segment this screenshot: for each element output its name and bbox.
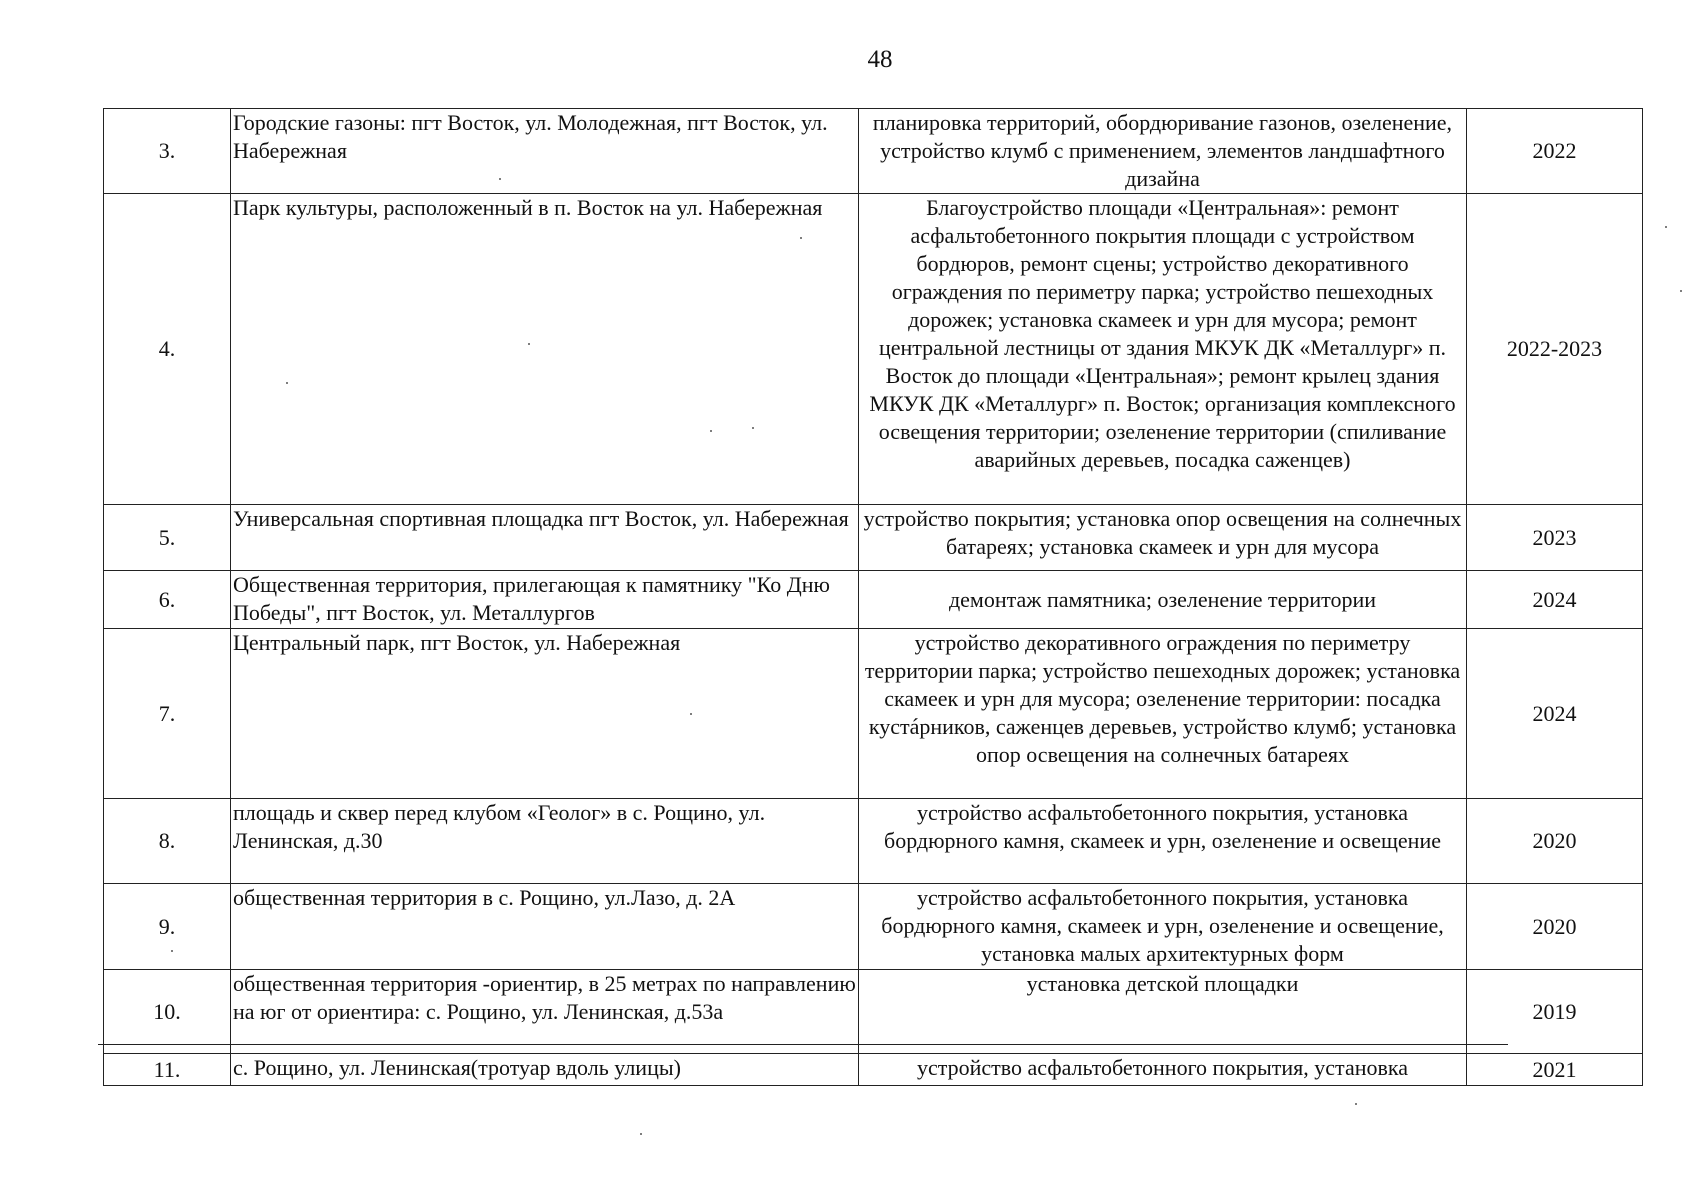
scan-speck — [640, 1133, 642, 1135]
table-row — [104, 629, 1643, 799]
location-cell: Центральный парк, пгт Восток, ул. Набережная — [231, 629, 859, 799]
works-cell: установка детской площадки — [859, 970, 1467, 1054]
scan-speck — [800, 237, 802, 239]
year-cell: 2020 — [1467, 884, 1643, 970]
scan-speck — [690, 713, 692, 715]
scan-speck — [752, 427, 754, 429]
row-number: 6. — [104, 571, 231, 629]
scan-speck — [710, 430, 712, 432]
scan-speck — [528, 343, 530, 345]
scan-speck — [171, 950, 173, 952]
location-cell: общественная территория в с. Рощино, ул.Лазо, д. 2А — [231, 884, 859, 970]
year-cell: 2022 — [1467, 109, 1643, 194]
row-number: 7. — [104, 629, 231, 799]
table-row — [104, 109, 1643, 194]
year-cell: 2022-2023 — [1467, 194, 1643, 505]
scan-speck — [1665, 226, 1667, 228]
row-number: 10. — [104, 970, 231, 1054]
table-row — [104, 505, 1643, 571]
row-number: 5. — [104, 505, 231, 571]
table-row — [104, 1054, 1643, 1086]
scan-line — [98, 1044, 1508, 1045]
table-row — [104, 571, 1643, 629]
location-cell: общественная территория -ориентир, в 25 метрах по направлению на юг от ориентира: с. Рощино, ул. Ленинская, д.53а — [231, 970, 859, 1054]
location-cell: с. Рощино, ул. Ленинская(тротуар вдоль улицы) — [231, 1054, 859, 1086]
row-number: 9. — [104, 884, 231, 970]
table-row — [104, 970, 1643, 1054]
year-cell: 2021 — [1467, 1054, 1643, 1086]
year-cell: 2019 — [1467, 970, 1643, 1054]
works-cell: устройство асфальтобетонного покрытия, установка бордюрного камня, скамеек и урн, озеленение и освещение, установка малых архитектурных форм — [859, 884, 1467, 970]
location-cell: Универсальная спортивная площадка пгт Восток, ул. Набережная — [231, 505, 859, 571]
works-cell: устройство асфальтобетонного покрытия, установка бордюрного камня, скамеек и урн, озеленение и освещение — [859, 799, 1467, 884]
row-number: 11. — [104, 1054, 231, 1086]
works-cell: устройство декоративного ограждения по периметру территории парка; устройство пешеходных дорожек; установка скамеек и урн для мусора; озеленение территории: посадка кустáрников, саженцев деревьев, устройство клумб; установка опор освещения на солнечных батареях — [859, 629, 1467, 799]
location-cell: площадь и сквер перед клубом «Геолог» в с. Рощино, ул. Ленинская, д.30 — [231, 799, 859, 884]
page-number: 48 — [867, 46, 893, 73]
year-cell: 2023 — [1467, 505, 1643, 571]
location-cell: Общественная территория, прилегающая к памятнику "Ко Дню Победы", пгт Восток, ул. Металлургов — [231, 571, 859, 629]
table-row — [104, 194, 1643, 505]
year-cell: 2020 — [1467, 799, 1643, 884]
works-cell: Благоустройство площади «Центральная»: ремонт асфальтобетонного покрытия площади с устройством бордюров, ремонт сцены; устройство декоративного ограждения по периметру парка; устройство пешеходных дорожек; установка скамеек и урн для мусора; ремонт центральной лестницы от здания МКУК ДК «Металлург» п. Восток до площади «Центральная»; ремонт крылец здания МКУК ДК «Металлург» п. Восток; организация комплексного освещения территории; озеленение территории (спиливание аварийных деревьев, посадка саженцев) — [859, 194, 1467, 505]
scan-speck — [1355, 1103, 1357, 1105]
works-cell: устройство покрытия; установка опор освещения на солнечных батареях; установка скамеек и урн для мусора — [859, 505, 1467, 571]
location-cell: Парк культуры, расположенный в п. Восток на ул. Набережная — [231, 194, 859, 505]
works-cell: демонтаж памятника; озеленение территории — [859, 571, 1467, 629]
scan-speck — [499, 178, 501, 180]
table-row — [104, 884, 1643, 970]
row-number: 3. — [104, 109, 231, 194]
works-cell: планировка территорий, обордюривание газонов, озеленение, устройство клумб с применением, элементов ландшафтного дизайна — [859, 109, 1467, 194]
row-number: 8. — [104, 799, 231, 884]
scan-speck — [1680, 290, 1682, 292]
year-cell: 2024 — [1467, 571, 1643, 629]
table-row — [104, 799, 1643, 884]
location-cell: Городские газоны: пгт Восток, ул. Молодежная, пгт Восток, ул. Набережная — [231, 109, 859, 194]
works-cell: устройство асфальтобетонного покрытия, установка — [859, 1054, 1467, 1086]
scan-speck — [286, 382, 288, 384]
row-number: 4. — [104, 194, 231, 505]
year-cell: 2024 — [1467, 629, 1643, 799]
improvement-table — [103, 108, 1643, 1086]
